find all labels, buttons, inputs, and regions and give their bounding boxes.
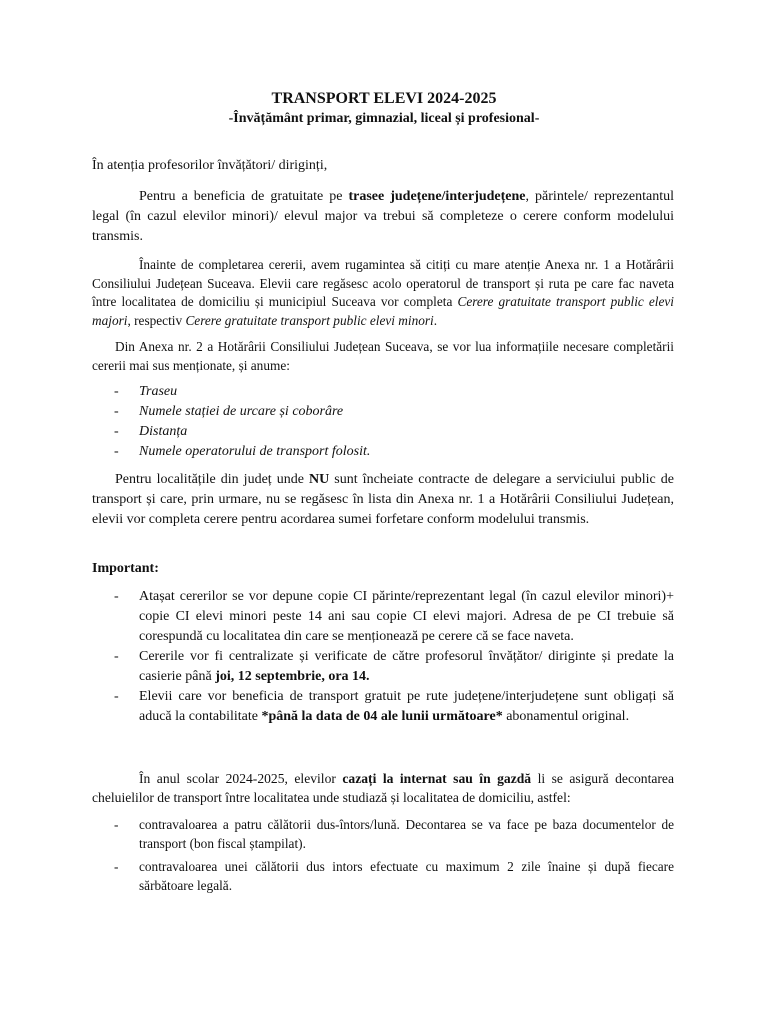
p2-text-c: , respectiv <box>127 312 186 328</box>
paragraph-annex-1 <box>92 256 674 330</box>
dash-marker: - <box>114 689 119 704</box>
list-item-text-end: abonamentul original. <box>502 709 630 724</box>
list-item <box>92 422 674 442</box>
p4-bold-nu: NU <box>309 472 330 487</box>
list-item <box>92 816 674 853</box>
list-item-text: Numele operatorului de transport folosit. <box>139 444 371 459</box>
list-item <box>92 402 674 422</box>
paragraph-internat <box>92 769 674 807</box>
important-list <box>92 587 674 727</box>
important-heading: Important: <box>92 561 159 576</box>
list-item <box>92 647 674 687</box>
paragraph-annex-2 <box>92 338 674 375</box>
date-bold: *până la data de 04 ale lunii următoare* <box>261 709 503 724</box>
dash-marker: - <box>114 589 119 604</box>
paragraph-annex-2-text: Din Anexa nr. 2 a Hotărârii Consiliului Județean Suceava, se vor lua informațiile necesare completării cererii mai sus menționate, și anume: <box>92 339 674 373</box>
dash-marker: - <box>114 384 119 399</box>
p2-italic-majori: Cerere gratuitate transport public elevi majori <box>92 294 674 328</box>
paragraph-forfetar <box>92 470 674 530</box>
p2-text-e: . <box>433 312 438 328</box>
list-item-text: Cererile vor fi centralizate și verificate de către profesorul învățător/ diriginte și predate la casierie până <box>139 649 674 684</box>
p5-text-a: În anul scolar 2024-2025, elevilor <box>139 771 343 786</box>
info-list <box>92 382 674 462</box>
paragraph-annex-1-text <box>92 256 674 330</box>
paragraph-forfetar-text <box>92 470 674 530</box>
dash-marker: - <box>114 859 119 874</box>
dash-marker: - <box>114 424 119 439</box>
paragraph-eligibility <box>92 187 674 247</box>
p5-bold-internat: cazați la internat sau în gazdă <box>342 771 532 786</box>
list-item <box>92 382 674 402</box>
dash-marker: - <box>114 444 119 459</box>
list-item <box>92 587 674 647</box>
list-item <box>92 858 674 895</box>
p2-text-a: Înainte de completarea cererii, avem rugamintea să citiți cu mare atenție Anexa nr. 1 a Hotărârii Consiliului Județean Suceava. Elevii care regăsesc acolo operatorul de transport și ruta pe care fac naveta între localitatea de domiciliu și municipiul Suceava vor completa <box>92 257 674 309</box>
paragraph-internat-text <box>92 769 674 807</box>
p1-bold-routes: trasee județene/interjudețene <box>348 189 526 204</box>
greeting <box>92 156 674 176</box>
list-item-text: Elevii care vor beneficia de transport gratuit pe rute județene/interjudețene sunt obligați să aducă la contabilitate <box>139 689 674 724</box>
p5-text-c: li se asigură decontarea cheluielilor de transport între localitatea unde studiază și localitatea de domiciliu, astfel: <box>92 771 674 805</box>
list-item-text: contravaloarea unei călătorii dus intors efectuate cu maximum 2 zile înaine și după fiecare sărbătoare legală. <box>139 859 674 893</box>
document-subtitle: -Învățământ primar, gimnazial, liceal și profesional- <box>228 111 540 126</box>
settlement-list <box>92 816 674 895</box>
dash-marker: - <box>114 817 119 832</box>
p1-text-c: , părintele/ reprezentantul legal (în cazul elevilor minori)/ elevul major va trebui să completeze o cerere conform modelului transmis. <box>92 189 674 244</box>
list-item-text: Distanța <box>139 424 188 439</box>
p4-text-c: sunt încheiate contracte de delegare a serviciului public de transport și care, prin urmare, nu se regăsesc în lista din Anexa nr. 1 a Hotărârii Consiliului Județean, elevii vor completa cerere pentru acordarea sumei forfetare conform modelului transmis. <box>92 472 674 527</box>
dash-marker: - <box>114 404 119 419</box>
dash-marker: - <box>114 649 119 664</box>
list-item-text: Atașat cererilor se vor depune copie CI părinte/reprezentant legal (în cazul elevilor minori)+ copie CI elevi minori peste 14 ani sau copie CI elevi majori. Adresa de pe CI trebuie să corespundă cu localitatea din care se menționează pe cerere că se face naveta. <box>139 589 674 644</box>
list-item <box>92 687 674 727</box>
p2-italic-minori: Cerere gratuitate transport public elevi minori <box>185 312 434 328</box>
p1-text-a: Pentru a beneficia de gratuitate pe <box>139 189 349 204</box>
list-item <box>92 442 674 462</box>
paragraph-eligibility-text <box>92 187 674 247</box>
document-title: TRANSPORT ELEVI 2024-2025 <box>271 90 497 107</box>
list-item-text: Traseu <box>139 384 178 399</box>
list-item-text: contravaloarea a patru călătorii dus-întors/lună. Decontarea se va face pe baza documentelor de transport (bon fiscal ștampilat). <box>139 817 674 851</box>
greeting-text: În atenția profesorilor învățători/ diriginți, <box>92 158 328 173</box>
list-item-text: Numele stației de urcare și coborâre <box>139 404 344 419</box>
deadline-bold: joi, 12 septembrie, ora 14. <box>215 669 370 684</box>
p4-text-a: Pentru localitățile din județ unde <box>115 472 309 487</box>
